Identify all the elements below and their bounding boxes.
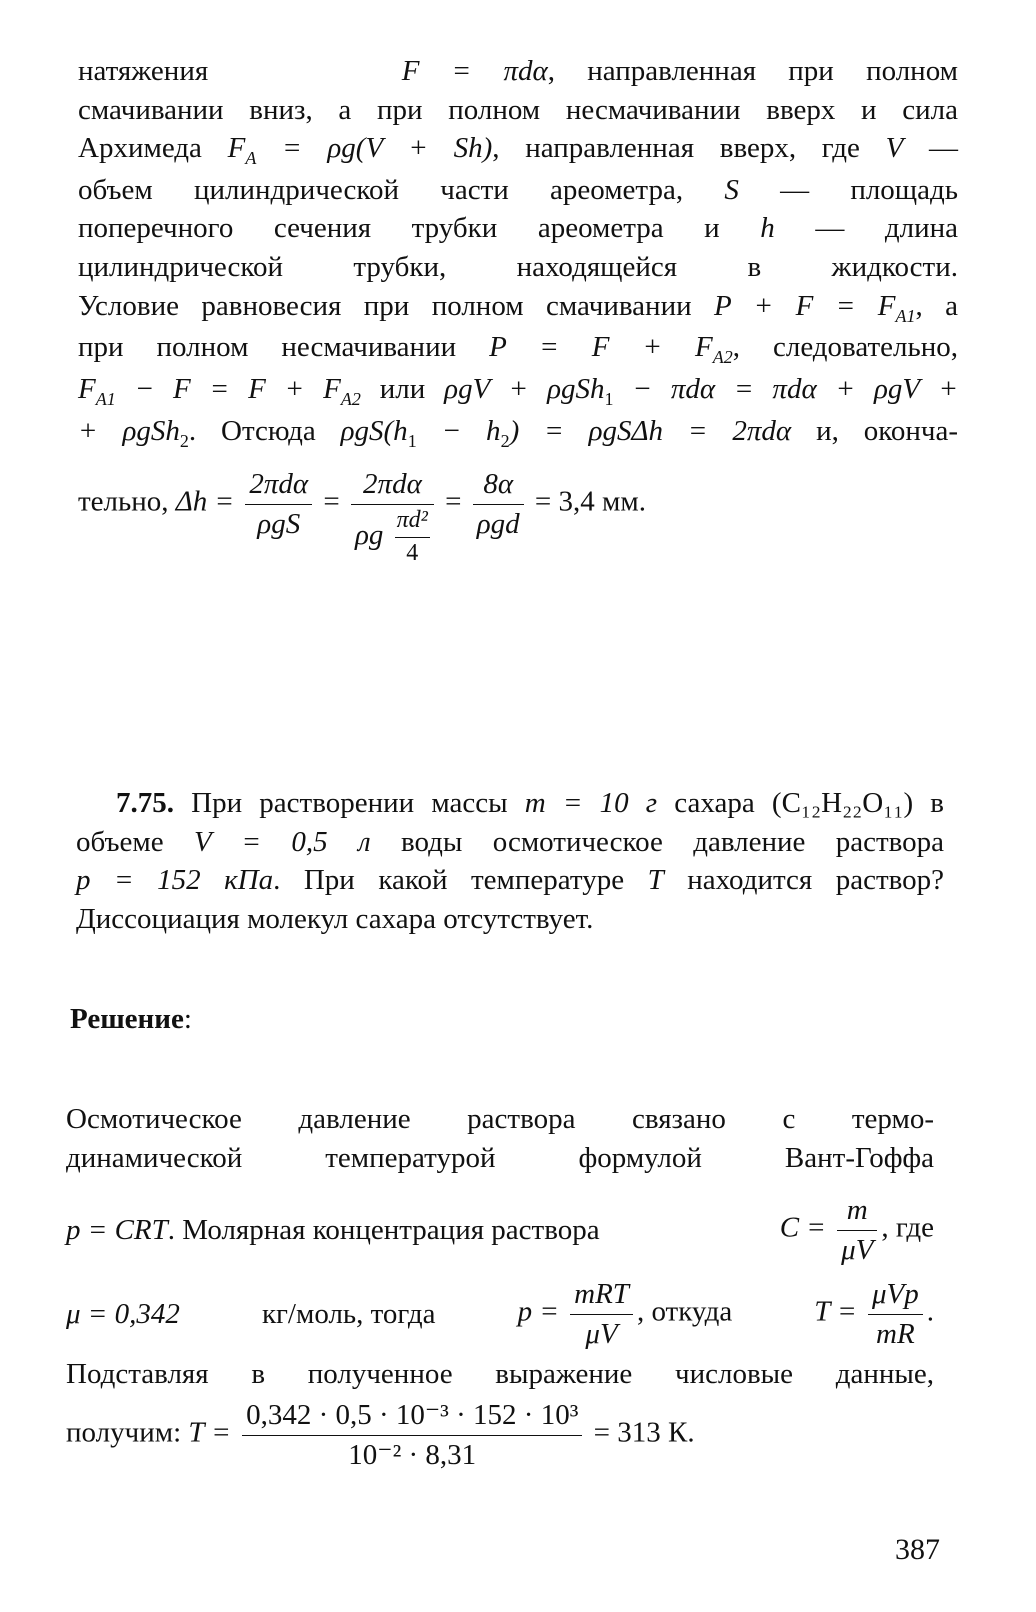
chemical-formula: (C₁₂H₂₂O₁₁) xyxy=(771,787,914,819)
text: . При какой температуре xyxy=(273,864,625,897)
text-line xyxy=(78,412,958,454)
formula: C = xyxy=(779,1211,826,1244)
text: Архимеда xyxy=(78,132,202,165)
formula: ) = ρgSΔh = 2πdα xyxy=(509,414,792,447)
formula: p = xyxy=(517,1295,559,1328)
fraction-denominator: 4 xyxy=(406,539,419,566)
formula: F xyxy=(78,373,96,406)
text: и, оконча- xyxy=(816,414,958,447)
text: при полном несмачивании xyxy=(78,331,457,364)
text-line xyxy=(66,1275,934,1353)
formula: p = 152 кПа xyxy=(76,864,274,897)
formula: T = xyxy=(188,1416,231,1449)
problem-block xyxy=(76,784,944,938)
text: = 313 К. xyxy=(593,1416,695,1449)
text: объем цилиндрической части ареометра, xyxy=(78,173,684,206)
text: Диссоциация молекул сахара отсутствует. xyxy=(76,902,594,935)
text: — xyxy=(929,132,959,165)
text: = 3,4 мм. xyxy=(534,486,646,519)
fraction-denominator: μV xyxy=(585,1317,618,1350)
text: : xyxy=(183,1003,192,1035)
result-equation xyxy=(78,457,958,567)
problem-number: 7.75. xyxy=(116,787,174,819)
formula: − h xyxy=(441,414,501,447)
continuation-block xyxy=(78,52,958,567)
fraction-denominator: 10⁻² · 8,31 xyxy=(348,1438,477,1471)
formula: T xyxy=(647,864,664,897)
subscript: A2 xyxy=(712,347,733,368)
subscript: 1 xyxy=(407,430,417,451)
subscript: 2 xyxy=(179,430,189,451)
text: сахара xyxy=(674,787,755,819)
formula: P + F = F xyxy=(714,289,896,322)
text: находится раствор? xyxy=(687,864,945,897)
fraction xyxy=(570,1275,633,1353)
fraction-denominator: mR xyxy=(876,1317,915,1350)
subscript: 2 xyxy=(500,430,510,451)
subscript: A2 xyxy=(340,388,361,409)
text-line xyxy=(78,129,958,171)
text: тельно, xyxy=(78,486,169,519)
formula: V = 0,5 л xyxy=(193,825,371,858)
formula: P = F + F xyxy=(489,331,713,364)
text-line xyxy=(78,370,958,412)
formula: T = xyxy=(814,1295,857,1328)
formula: + ρgSh xyxy=(78,414,180,447)
text: Осмотическое давление раствора связано с термо- xyxy=(66,1103,934,1135)
fraction-numerator: μVp xyxy=(868,1275,923,1315)
text-line xyxy=(76,861,944,900)
text: , откуда xyxy=(636,1295,733,1328)
text: динамической температурой формулой Вант-Гоффа xyxy=(66,1141,934,1174)
text-line xyxy=(76,900,944,939)
text: = xyxy=(323,486,340,519)
text-line xyxy=(78,91,958,130)
formula: μ = 0,342 xyxy=(66,1298,180,1331)
solution-heading xyxy=(70,1000,950,1039)
fraction-denominator: ρgS xyxy=(257,508,301,541)
text: получим: xyxy=(66,1416,182,1449)
fraction-numerator: 2πdα xyxy=(245,465,312,505)
text-line xyxy=(78,328,958,370)
text-line xyxy=(78,248,958,287)
subscript: A1 xyxy=(895,305,916,326)
fraction xyxy=(245,465,312,543)
fraction xyxy=(473,465,524,543)
formula: ρgV + ρgSh xyxy=(444,373,605,406)
formula: V xyxy=(885,132,904,165)
text: , направленная при полном xyxy=(547,55,959,87)
text: При растворении массы xyxy=(191,787,508,819)
text: — площадь xyxy=(780,173,958,206)
formula: ρgS(h xyxy=(340,414,408,447)
formula: − πdα = πdα + ρgV + xyxy=(632,373,959,406)
fraction xyxy=(242,1396,582,1474)
text-line xyxy=(78,52,958,91)
text: . Молярная концентрация раствора xyxy=(167,1213,600,1246)
text-line xyxy=(66,1191,934,1269)
subscript: A xyxy=(245,147,257,168)
fraction-numerator: 0,342 · 0,5 · 10⁻³ · 152 · 10³ xyxy=(242,1396,582,1436)
text: — длина xyxy=(815,212,959,245)
fraction-numerator: 8α xyxy=(473,465,524,505)
fraction-denominator: μV xyxy=(841,1233,874,1266)
formula: m = 10 г xyxy=(524,787,658,819)
text: Подставляя в полученное выражение числовые данные, xyxy=(66,1358,934,1391)
text-line xyxy=(76,784,944,823)
fraction-denominator: ρgd xyxy=(476,508,520,541)
formula: Δh = xyxy=(175,486,235,519)
fraction-numerator: m xyxy=(837,1191,877,1231)
formula: S xyxy=(724,173,739,206)
fraction-numerator: πd² xyxy=(395,505,430,538)
fraction xyxy=(837,1191,877,1269)
text: воды осмотическое давление раствора xyxy=(400,825,945,858)
text: = xyxy=(445,486,462,519)
formula: ρg xyxy=(354,519,384,552)
fraction-denominator xyxy=(351,505,434,570)
solution-block xyxy=(66,1100,934,1474)
text: . xyxy=(926,1295,934,1328)
subscript: 1 xyxy=(604,388,614,409)
formula: h xyxy=(760,212,775,245)
formula: = ρg(V + Sh) xyxy=(282,132,493,165)
fraction-numerator: mRT xyxy=(570,1275,633,1315)
formula: F xyxy=(227,132,246,165)
text: . Отсюда xyxy=(188,414,316,447)
nested-fraction xyxy=(395,505,430,570)
formula: F = πdα xyxy=(401,55,548,87)
text-line xyxy=(66,1139,934,1178)
page-number: 387 xyxy=(895,1533,940,1566)
text: поперечного сечения трубки ареометра и xyxy=(78,212,720,245)
text: объеме xyxy=(76,825,164,858)
text-line xyxy=(76,823,944,862)
formula: − F = F + F xyxy=(134,373,341,406)
text: , а xyxy=(915,289,959,322)
formula: p = CRT xyxy=(66,1213,168,1246)
fraction xyxy=(351,465,434,569)
fraction xyxy=(868,1275,923,1353)
text: цилиндрической трубки, находящейся в жидкости. xyxy=(78,250,958,283)
subscript: A1 xyxy=(95,388,116,409)
text: в xyxy=(930,787,944,819)
text-line xyxy=(66,1355,934,1394)
text: кг/моль, тогда xyxy=(261,1298,436,1331)
text: или xyxy=(379,373,426,406)
fraction-numerator: 2πdα xyxy=(351,465,434,505)
text: , направленная вверх, где xyxy=(492,132,860,165)
heading: Решение xyxy=(70,1003,184,1035)
text: , где xyxy=(881,1211,934,1244)
text-line xyxy=(78,171,958,210)
text-line xyxy=(78,287,958,329)
text-line xyxy=(66,1396,934,1474)
text: смачивании вниз, а при полном несмачивании вверх и сила xyxy=(78,93,958,126)
text-line xyxy=(78,209,958,248)
text: натяжения xyxy=(78,55,209,87)
text: , следовательно, xyxy=(732,331,959,364)
text-line xyxy=(66,1100,934,1139)
text: Условие равновесия при полном смачивании xyxy=(78,289,692,322)
